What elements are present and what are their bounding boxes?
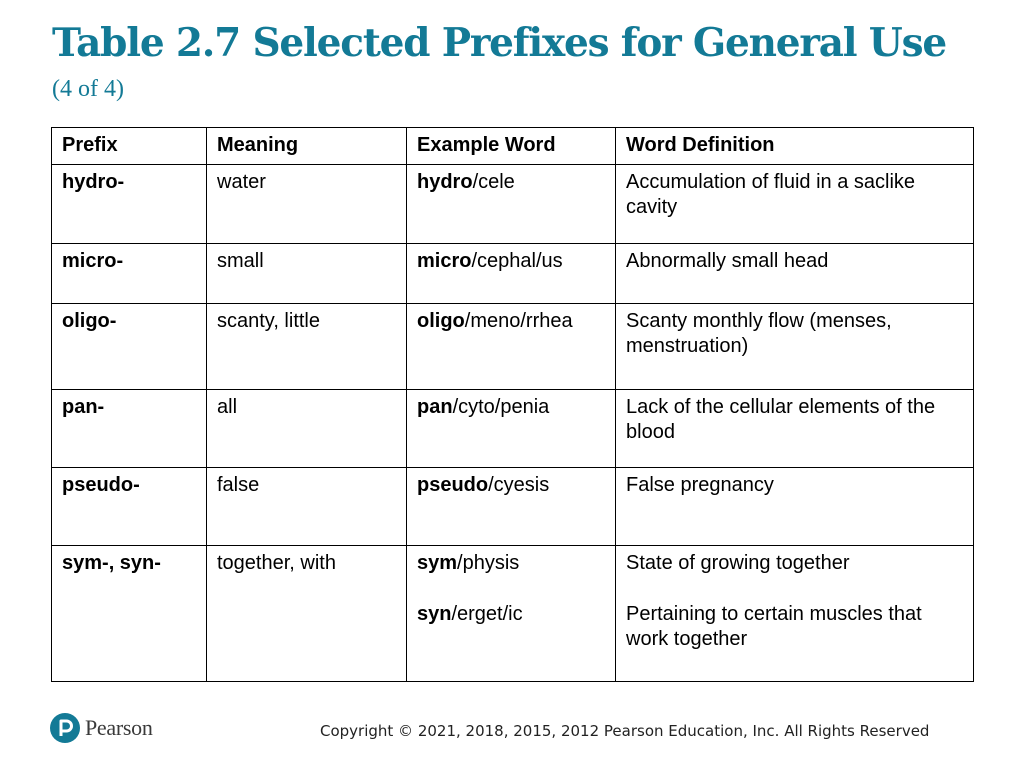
- table-row: [52, 244, 974, 304]
- prefix-cell: hydro-: [52, 165, 207, 244]
- example-rest: /cyesis: [488, 474, 550, 496]
- meaning-cell: together, with: [207, 546, 407, 682]
- definition-cell: Scanty monthly flow (menses, menstruation): [616, 304, 974, 390]
- meaning-cell: small: [207, 244, 407, 304]
- pearson-logo: [50, 713, 153, 743]
- example-cell: [407, 390, 616, 468]
- page-title: Table 2.7 Selected Prefixes for General Use: [52, 20, 946, 66]
- example-cell: [407, 244, 616, 304]
- prefix-table: [51, 127, 974, 682]
- example-rest: /cyto/penia: [452, 396, 550, 418]
- example-cell: [407, 468, 616, 546]
- page-subtitle: (4 of 4): [52, 76, 124, 102]
- meaning-cell: scanty, little: [207, 304, 407, 390]
- example-root: hydro: [417, 171, 473, 193]
- definition-cell: False pregnancy: [616, 468, 974, 546]
- example-root: oligo: [417, 310, 465, 332]
- example-rest: /cephal/us: [471, 250, 563, 272]
- header-prefix: Prefix: [52, 128, 207, 165]
- table-row: [52, 390, 974, 468]
- meaning-cell: false: [207, 468, 407, 546]
- prefix-cell: sym-, syn-: [52, 546, 207, 682]
- meaning-cell: water: [207, 165, 407, 244]
- table-header-row: [52, 128, 974, 165]
- example-line: [417, 602, 605, 627]
- prefix-cell: micro-: [52, 244, 207, 304]
- table-row: [52, 546, 974, 682]
- copyright-notice: Copyright © 2021, 2018, 2015, 2012 Pearson Education, Inc. All Rights Reserved: [320, 722, 930, 740]
- prefix-cell: pan-: [52, 390, 207, 468]
- example-rest: /meno/rrhea: [464, 310, 573, 332]
- example-cell: [407, 304, 616, 390]
- example-root: pseudo: [417, 474, 489, 496]
- definition-line: State of growing together: [626, 552, 850, 574]
- example-line: [417, 551, 605, 576]
- header-word-definition: Word Definition: [616, 128, 974, 165]
- example-rest: /physis: [457, 552, 520, 574]
- definition-cell: Accumulation of fluid in a saclike cavity: [616, 165, 974, 244]
- prefix-cell: oligo-: [52, 304, 207, 390]
- header-example-word: Example Word: [407, 128, 616, 165]
- meaning-cell: all: [207, 390, 407, 468]
- example-root: micro: [417, 250, 472, 272]
- example-cell: [407, 165, 616, 244]
- pearson-p-logo-icon: [50, 713, 80, 743]
- definition-cell: [616, 546, 974, 682]
- example-root: pan: [417, 396, 453, 418]
- example-rest: /erget/ic: [451, 603, 523, 625]
- definition-cell: Abnormally small head: [616, 244, 974, 304]
- example-root: syn: [417, 603, 452, 625]
- example-cell: [407, 546, 616, 682]
- prefix-cell: pseudo-: [52, 468, 207, 546]
- definition-cell: Lack of the cellular elements of the blood: [616, 390, 974, 468]
- example-rest: /cele: [472, 171, 515, 193]
- example-root: sym: [417, 552, 458, 574]
- header-meaning: Meaning: [207, 128, 407, 165]
- table-row: [52, 468, 974, 546]
- table-row: [52, 304, 974, 390]
- logo-text: Pearson: [85, 715, 153, 740]
- table-row: [52, 165, 974, 244]
- definition-line: Pertaining to certain muscles that work together: [626, 603, 922, 650]
